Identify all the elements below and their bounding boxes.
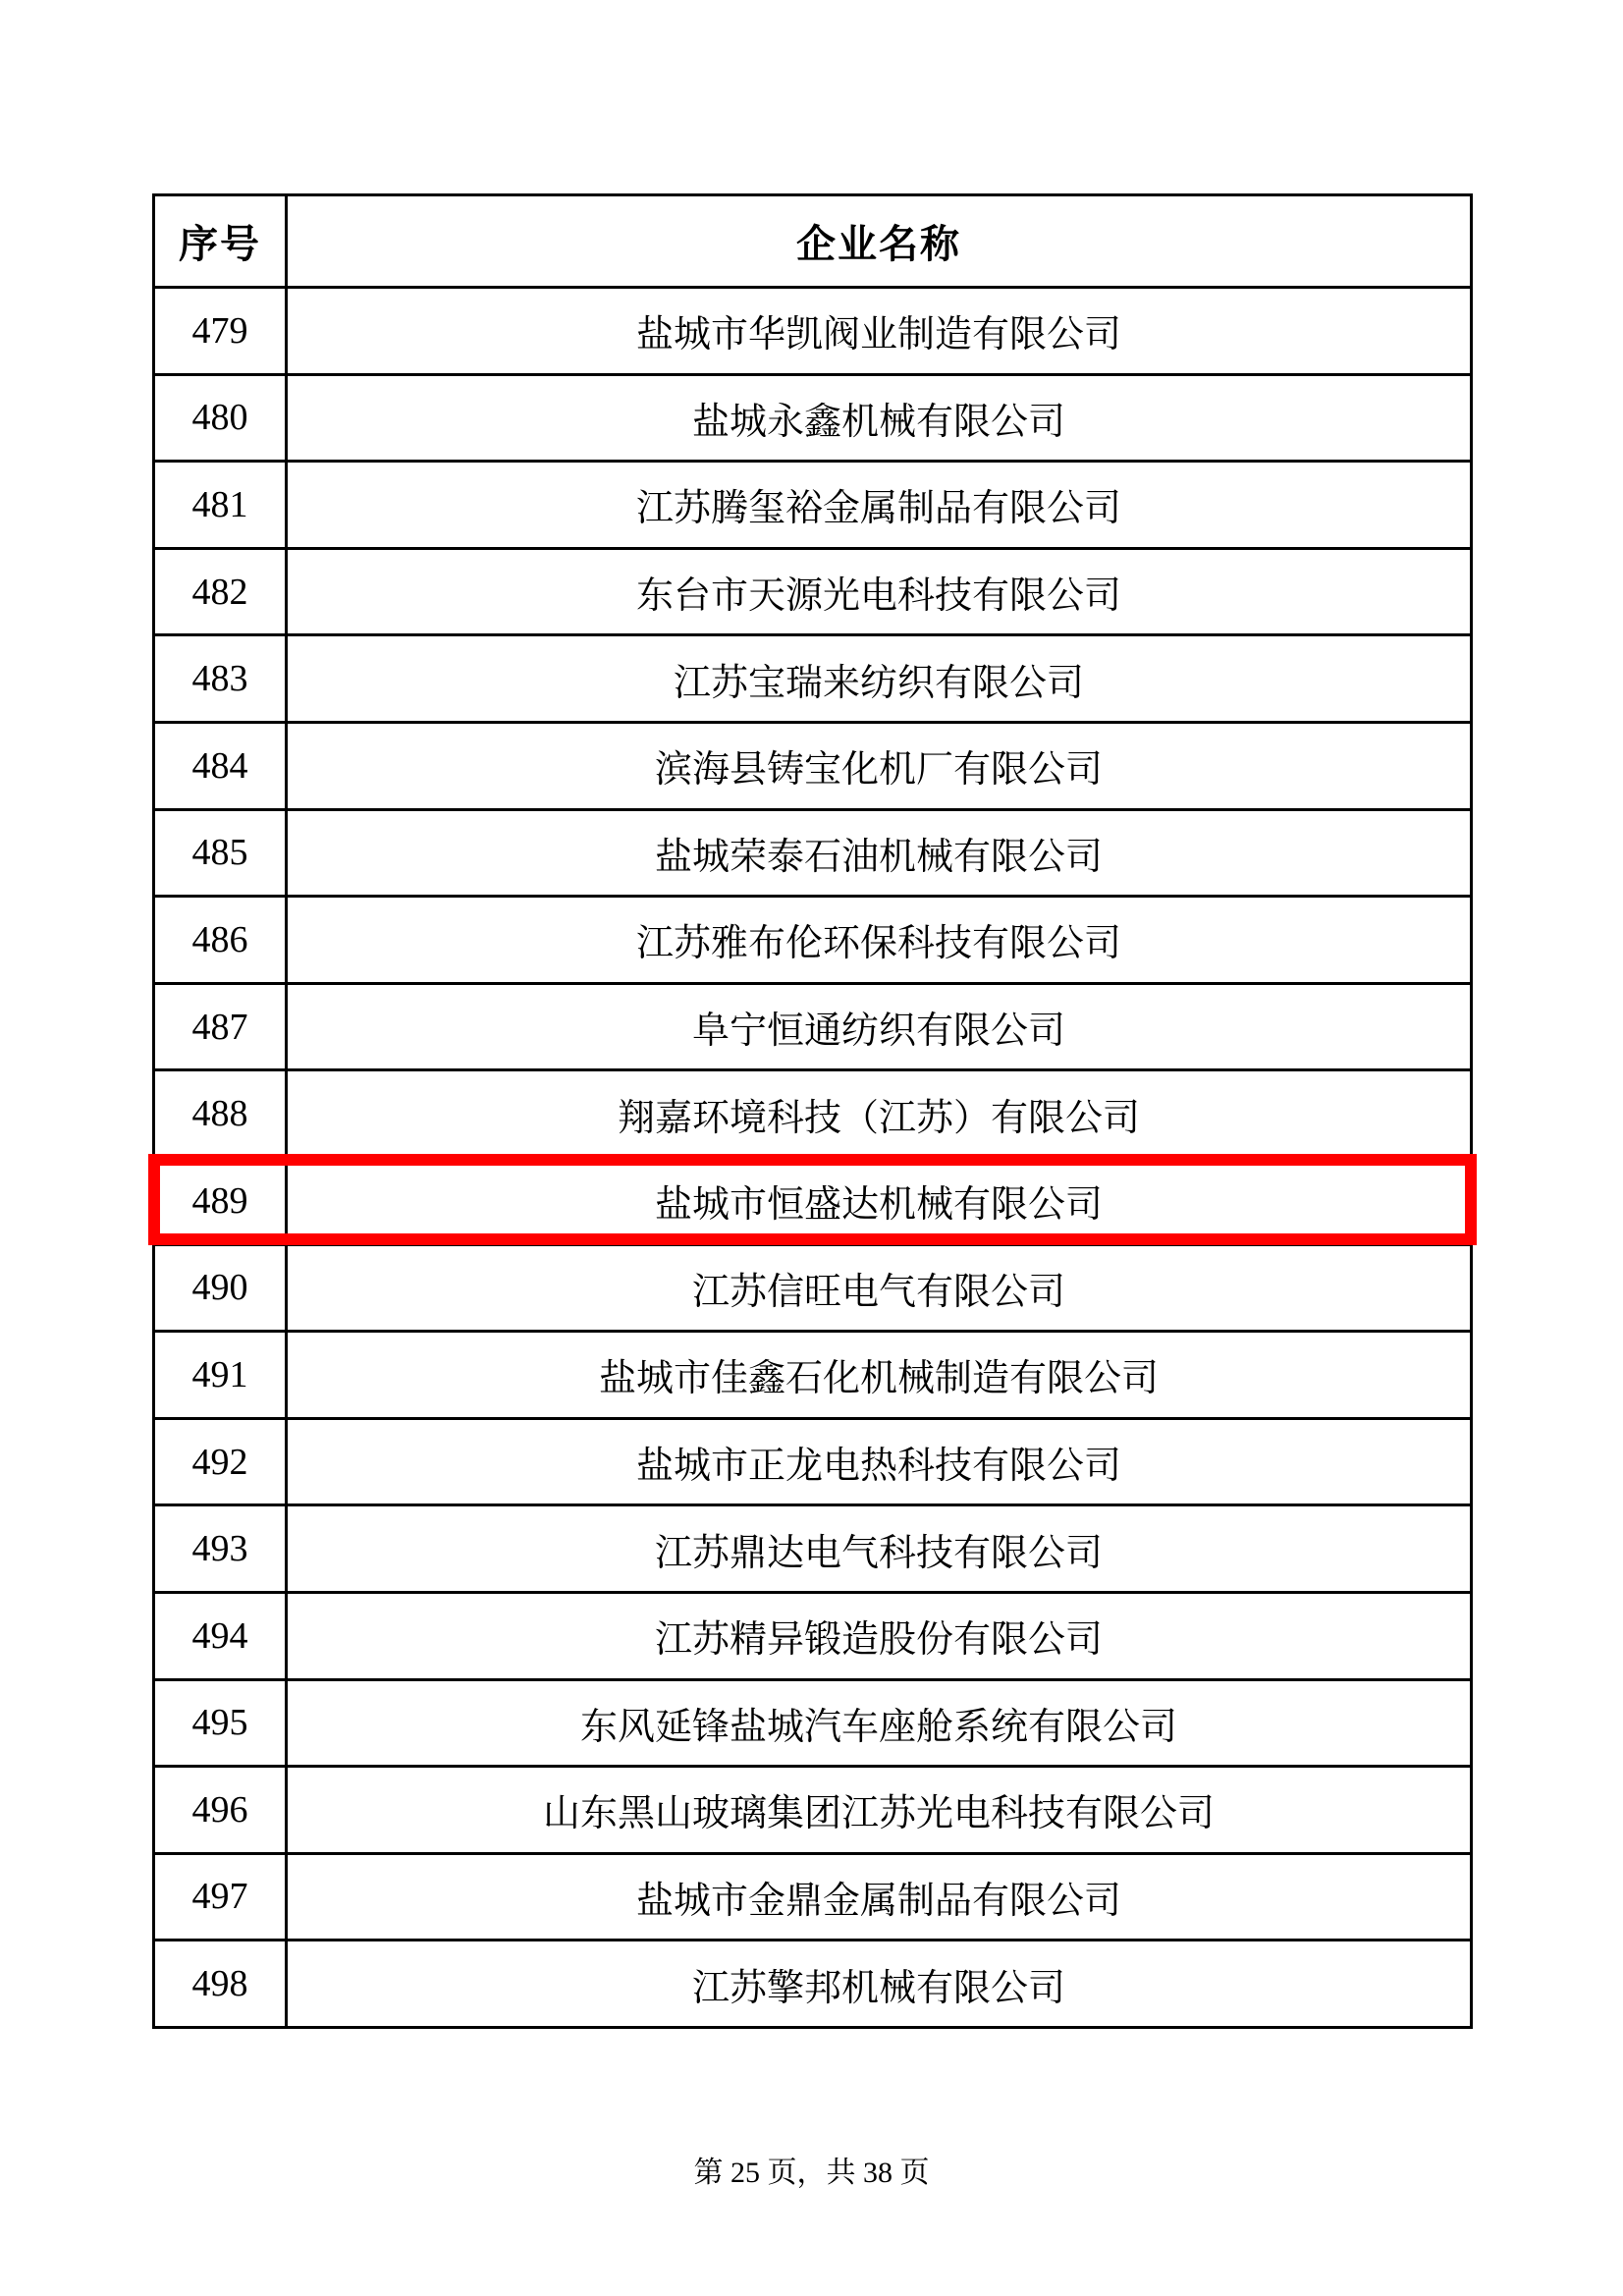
row-index-cell: 487 bbox=[154, 983, 287, 1070]
table-header-row bbox=[154, 195, 1472, 288]
company-name-cell: 江苏雅布伦环保科技有限公司 bbox=[287, 897, 1472, 984]
company-name-cell: 盐城市正龙电热科技有限公司 bbox=[287, 1418, 1472, 1505]
row-index-cell: 484 bbox=[154, 722, 287, 809]
company-name-cell: 江苏信旺电气有限公司 bbox=[287, 1244, 1472, 1332]
table-row bbox=[154, 1592, 1472, 1679]
row-index-cell: 480 bbox=[154, 374, 287, 462]
header-company-name: 企业名称 bbox=[287, 195, 1472, 288]
row-index-cell: 482 bbox=[154, 548, 287, 635]
row-index-cell: 481 bbox=[154, 462, 287, 549]
company-name-cell: 江苏腾玺裕金属制品有限公司 bbox=[287, 462, 1472, 549]
company-name-cell: 东台市天源光电科技有限公司 bbox=[287, 548, 1472, 635]
table-row bbox=[154, 722, 1472, 809]
table-row bbox=[154, 548, 1472, 635]
table-row bbox=[154, 1418, 1472, 1505]
company-name-cell: 江苏精异锻造股份有限公司 bbox=[287, 1592, 1472, 1679]
company-name-cell: 江苏鼎达电气科技有限公司 bbox=[287, 1505, 1472, 1593]
table-row bbox=[154, 462, 1472, 549]
header-serial-number: 序号 bbox=[154, 195, 287, 288]
company-name-cell: 阜宁恒通纺织有限公司 bbox=[287, 983, 1472, 1070]
company-name-cell: 盐城永鑫机械有限公司 bbox=[287, 374, 1472, 462]
company-name-cell: 盐城市金鼎金属制品有限公司 bbox=[287, 1853, 1472, 1941]
row-index-cell: 479 bbox=[154, 288, 287, 375]
row-index-cell: 496 bbox=[154, 1767, 287, 1854]
page-footer: 第 25 页，共 38 页 bbox=[693, 2157, 930, 2189]
company-name-cell: 翔嘉环境科技（江苏）有限公司 bbox=[287, 1070, 1472, 1158]
table-row bbox=[154, 1767, 1472, 1854]
row-index-cell: 483 bbox=[154, 635, 287, 723]
table-row bbox=[154, 1332, 1472, 1419]
table-row bbox=[154, 1505, 1472, 1593]
row-index-cell: 491 bbox=[154, 1332, 287, 1419]
row-index-cell: 486 bbox=[154, 897, 287, 984]
row-index-cell: 492 bbox=[154, 1418, 287, 1505]
company-name-cell: 盐城市佳鑫石化机械制造有限公司 bbox=[287, 1332, 1472, 1419]
company-name-cell: 江苏宝瑞来纺织有限公司 bbox=[287, 635, 1472, 723]
row-index-cell: 495 bbox=[154, 1679, 287, 1767]
row-index-cell: 498 bbox=[154, 1941, 287, 2028]
row-index-cell: 494 bbox=[154, 1592, 287, 1679]
company-table bbox=[152, 193, 1473, 2029]
table-row bbox=[154, 1679, 1472, 1767]
row-index-cell: 497 bbox=[154, 1853, 287, 1941]
table-row bbox=[154, 897, 1472, 984]
company-name-cell: 盐城市恒盛达机械有限公司 bbox=[287, 1157, 1472, 1244]
table-row bbox=[154, 809, 1472, 897]
table-row bbox=[154, 635, 1472, 723]
company-name-cell: 江苏擎邦机械有限公司 bbox=[287, 1941, 1472, 2028]
row-index-cell: 493 bbox=[154, 1505, 287, 1593]
row-index-cell: 488 bbox=[154, 1070, 287, 1158]
company-name-cell: 滨海县铸宝化机厂有限公司 bbox=[287, 722, 1472, 809]
company-name-cell: 东风延锋盐城汽车座舱系统有限公司 bbox=[287, 1679, 1472, 1767]
table-row bbox=[154, 983, 1472, 1070]
table-row-highlighted bbox=[154, 1157, 1472, 1244]
table-row bbox=[154, 374, 1472, 462]
row-index-cell: 490 bbox=[154, 1244, 287, 1332]
company-name-cell: 盐城市华凯阀业制造有限公司 bbox=[287, 288, 1472, 375]
table-row bbox=[154, 1853, 1472, 1941]
row-index-cell: 489 bbox=[154, 1157, 287, 1244]
table-row bbox=[154, 288, 1472, 375]
table-row bbox=[154, 1070, 1472, 1158]
table-row bbox=[154, 1941, 1472, 2028]
row-index-cell: 485 bbox=[154, 809, 287, 897]
company-name-cell: 盐城荣泰石油机械有限公司 bbox=[287, 809, 1472, 897]
company-name-cell: 山东黑山玻璃集团江苏光电科技有限公司 bbox=[287, 1767, 1472, 1854]
table-row bbox=[154, 1244, 1472, 1332]
